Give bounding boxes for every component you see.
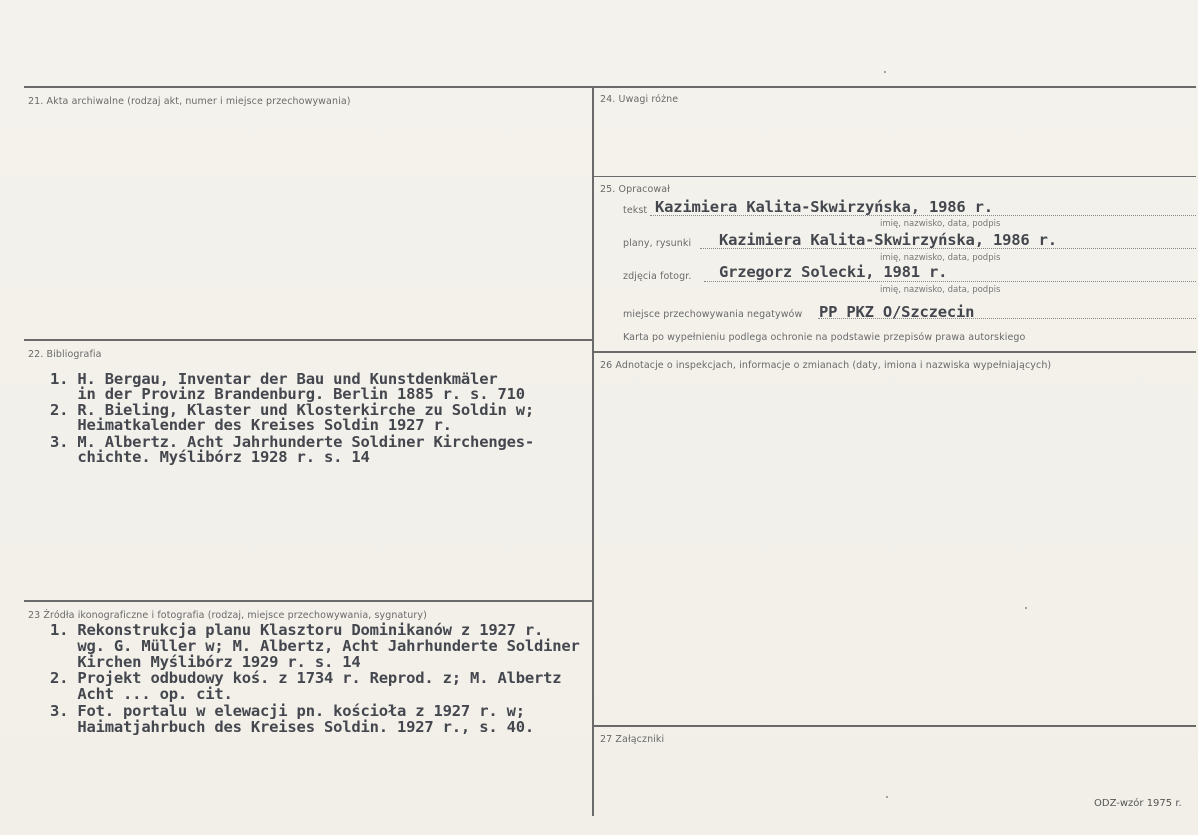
negatywy-value: PP PKZ O/Szczecin — [819, 303, 975, 321]
zdjecia-value: Grzegorz Solecki, 1981 r. — [719, 263, 948, 281]
zrodla-line: Acht ... op. cit. — [50, 685, 233, 703]
field-25-label: 25. Opracował — [600, 184, 670, 195]
top-border — [24, 86, 1196, 88]
tekst-label: tekst — [623, 205, 648, 216]
zrodla-line: 3. Fot. portalu w elewacji pn. kościoła z 1927 r. w; — [50, 702, 525, 720]
divider-22-23 — [24, 600, 592, 602]
paper-speck — [886, 796, 888, 798]
divider-21-22 — [24, 339, 592, 341]
bibliografia-line: chichte. Myślibórz 1928 r. s. 14 — [50, 448, 370, 466]
bibliografia-line: in der Provinz Brandenburg. Berlin 1885 r. s. 710 — [50, 385, 525, 403]
divider-25-26 — [594, 351, 1196, 353]
zrodla-line: 1. Rekonstrukcja planu Klasztoru Dominikanów z 1927 r. — [50, 621, 544, 639]
center-divider — [592, 86, 594, 816]
zdjecia-caption: imię, nazwisko, data, podpis — [880, 285, 1001, 295]
zdjecia-line — [704, 281, 1196, 282]
tekst-value: Kazimiera Kalita-Skwirzyńska, 1986 r. — [655, 198, 993, 216]
zrodla-line: wg. G. Müller w; M. Albertz, Acht Jahrhunderte Soldiner — [50, 637, 580, 655]
tekst-caption: imię, nazwisko, data, podpis — [880, 219, 1001, 229]
field-24-label: 24. Uwagi różne — [600, 94, 679, 105]
paper-speck — [1025, 607, 1027, 609]
zrodla-line: 2. Projekt odbudowy koś. z 1734 r. Reprod. z; M. Albertz — [50, 669, 562, 687]
bibliografia-line: 2. R. Bieling, Klaster und Klosterkirche zu Soldin w; — [50, 401, 534, 419]
divider-26-27 — [594, 725, 1196, 727]
paper-speck — [884, 71, 886, 73]
plany-label: plany, rysunki — [623, 238, 692, 249]
bibliografia-line: 1. H. Bergau, Inventar der Bau und Kunstdenkmäler — [50, 370, 498, 388]
field-21-label: 21. Akta archiwalne (rodzaj akt, numer i miejsce przechowywania) — [28, 96, 351, 107]
bibliografia-line: 3. M. Albertz. Acht Jahrhunderte Soldiner Kirchenges- — [50, 433, 534, 451]
copyright-note: Karta po wypełnieniu podlega ochronie na podstawie przepisów prawa autorskiego — [623, 332, 1026, 343]
form-template-footer: ODZ-wzór 1975 r. — [1094, 798, 1182, 809]
field-22-label: 22. Bibliografia — [28, 349, 102, 360]
zrodla-line: Kirchen Myślibórz 1929 r. s. 14 — [50, 653, 361, 671]
field-23-label: 23 Źródła ikonograficzne i fotografia (rodzaj, miejsce przechowywania, sygnatury) — [28, 610, 427, 621]
negatywy-label: miejsce przechowywania negatywów — [623, 309, 803, 320]
field-26-label: 26 Adnotacje o inspekcjach, informacje o zmianach (daty, imiona i nazwiska wypełniających) — [600, 360, 1052, 371]
plany-caption: imię, nazwisko, data, podpis — [880, 253, 1001, 263]
plany-value: Kazimiera Kalita-Skwirzyńska, 1986 r. — [719, 231, 1057, 249]
bibliografia-line: Heimatkalender des Kreises Soldin 1927 r. — [50, 416, 452, 434]
field-27-label: 27 Załączniki — [600, 734, 665, 745]
zdjecia-label: zdjęcia fotogr. — [623, 271, 692, 282]
divider-24-25 — [594, 176, 1196, 177]
zrodla-line: Haimatjahrbuch des Kreises Soldin. 1927 r., s. 40. — [50, 718, 534, 736]
